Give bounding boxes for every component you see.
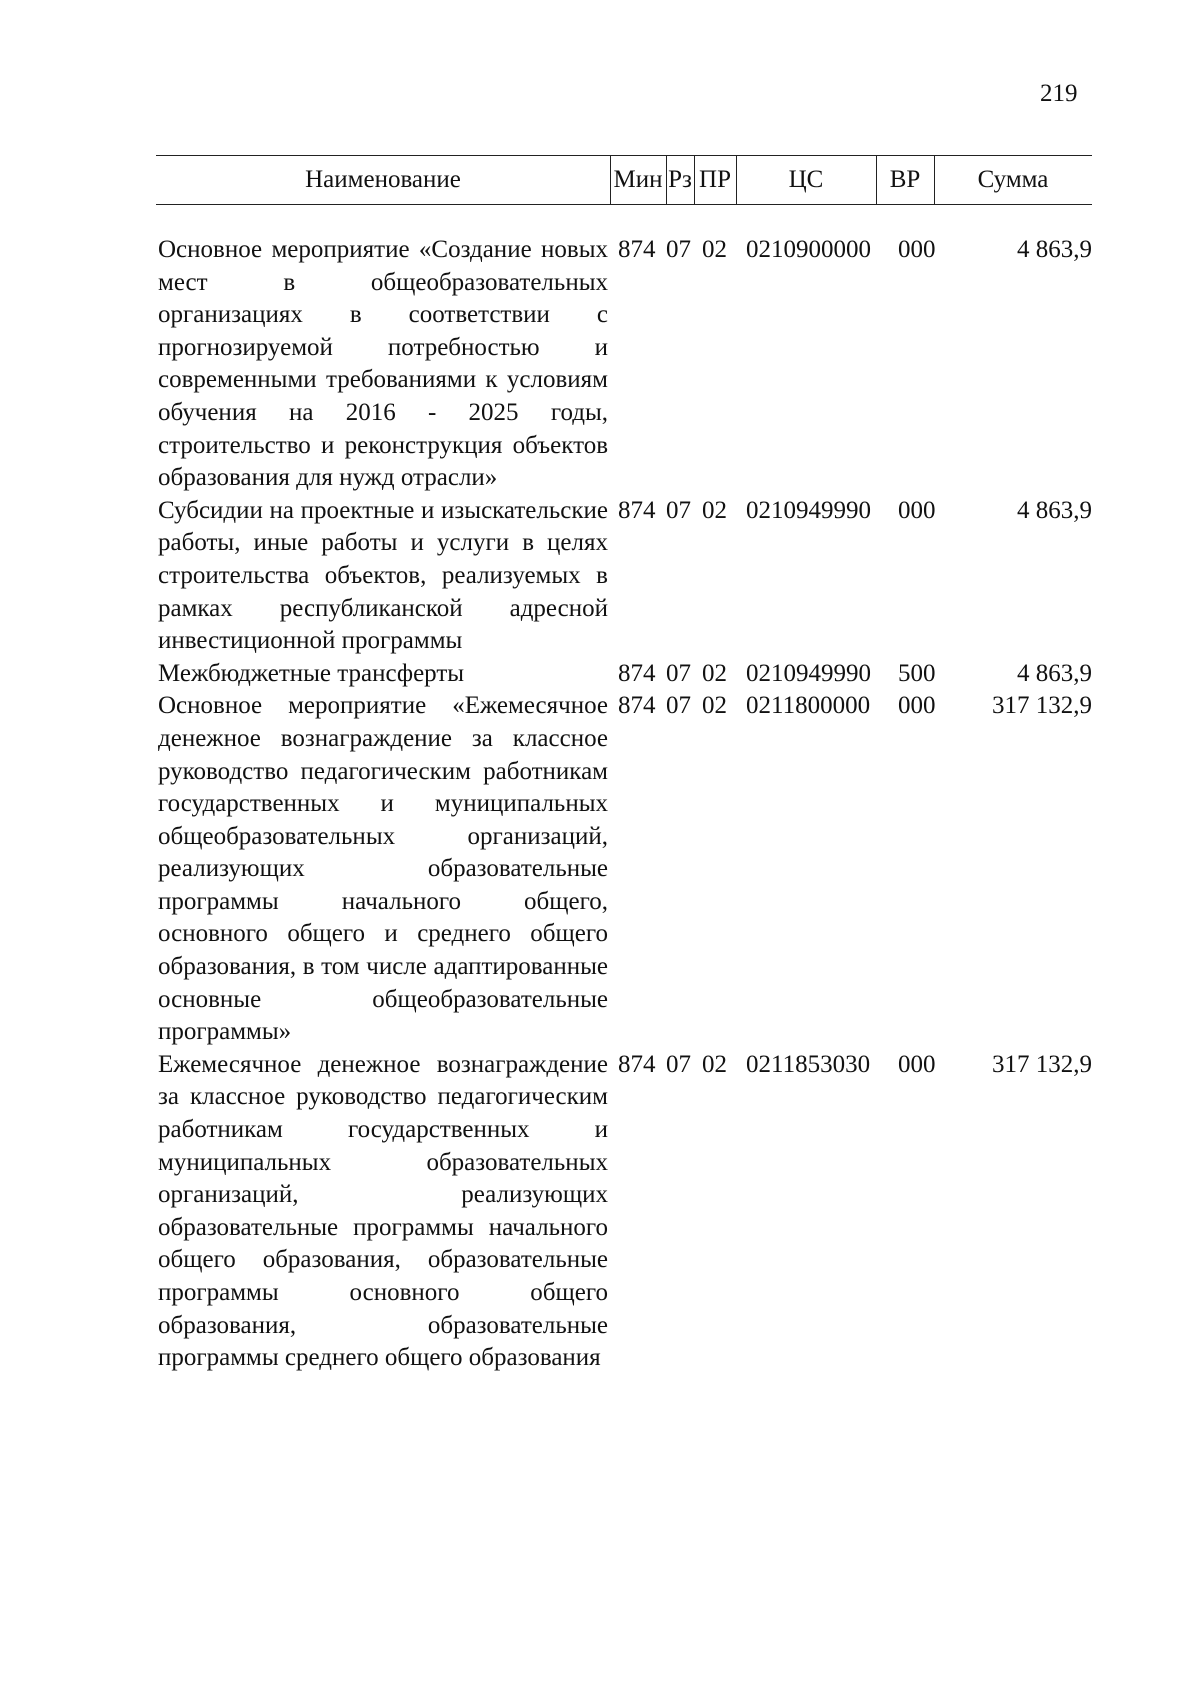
- header-sum: Сумма: [977, 166, 1049, 193]
- table-row: [0, 1049, 1200, 1375]
- header-min: Мин: [613, 166, 663, 193]
- row-vr: 000: [898, 692, 936, 720]
- table-row: [0, 495, 1200, 658]
- row-name: Межбюджетные трансферты: [158, 659, 465, 687]
- row-cs: 0210949990: [746, 496, 871, 524]
- row-sum: 4 863,9: [1017, 236, 1092, 263]
- row-name: Ежемесячное денежное вознаграждение за классное руководство педагогическим работникам государственных и муниципальных образовательных организаций, реализующих образовательные программы начального общего образования, образовательные программы основного общего образования, образовательные программы среднего общего образования: [158, 1050, 608, 1372]
- row-name: Основное мероприятие «Создание новых мест в общеобразовательных организациях в соответствии с прогнозируемой потребностью и современными требованиями к условиям обучения на 2016 - 2025 годы, строительство и реконструкция объектов образования для нужд отрасли»: [158, 236, 608, 492]
- row-name: Основное мероприятие «Ежемесячное денежное вознаграждение за классное руководство педагогическим работникам государственных и муниципальных общеобразовательных организаций, реализующих образовательные программы начального общего, основного общего и среднего общего образования, в том числе адаптированные основные общеобразовательные программы»: [158, 692, 608, 1046]
- row-rz: 07: [666, 236, 691, 263]
- header-pr: ПР: [699, 166, 731, 193]
- row-rz: 07: [666, 1050, 691, 1078]
- row-rz: 07: [666, 692, 691, 720]
- row-pr: 02: [702, 496, 727, 524]
- header-rz: Рз: [668, 166, 692, 193]
- header-cs: ЦС: [788, 166, 824, 193]
- table-row: [0, 234, 1200, 495]
- row-cs: 0211800000: [746, 692, 871, 720]
- row-sum: 317 132,9: [992, 692, 1092, 720]
- row-min: 874: [618, 1050, 656, 1078]
- row-vr: 000: [898, 496, 936, 524]
- row-rz: 07: [666, 496, 691, 524]
- row-cs: 0210949990: [746, 659, 871, 687]
- header-name: Наименование: [305, 166, 461, 193]
- table-body: [0, 234, 1200, 1375]
- row-name: Субсидии на проектные и изыскательские работы, иные работы и услуги в целях строительства объектов, реализуемых в рамках республиканской адресной инвестиционной программы: [158, 496, 608, 655]
- row-pr: 02: [702, 659, 727, 687]
- row-min: 874: [618, 659, 656, 687]
- row-sum: 4 863,9: [1017, 496, 1092, 524]
- row-cs: 0211853030: [746, 1050, 871, 1078]
- row-vr: 500: [898, 659, 936, 687]
- page-number: 219: [1040, 80, 1078, 107]
- row-pr: 02: [702, 692, 727, 720]
- table-header: [156, 155, 1092, 205]
- table-row: [0, 658, 1200, 691]
- row-min: 874: [618, 496, 656, 524]
- row-pr: 02: [702, 236, 727, 263]
- row-rz: 07: [666, 659, 691, 687]
- row-min: 874: [618, 692, 656, 720]
- row-vr: 000: [898, 236, 936, 263]
- row-min: 874: [618, 236, 656, 263]
- row-sum: 317 132,9: [992, 1050, 1092, 1078]
- table-row: [0, 690, 1200, 1049]
- row-cs: 0210900000: [746, 236, 871, 263]
- header-vr: ВР: [889, 166, 921, 193]
- row-vr: 000: [898, 1050, 936, 1078]
- row-pr: 02: [702, 1050, 727, 1078]
- row-sum: 4 863,9: [1017, 659, 1092, 687]
